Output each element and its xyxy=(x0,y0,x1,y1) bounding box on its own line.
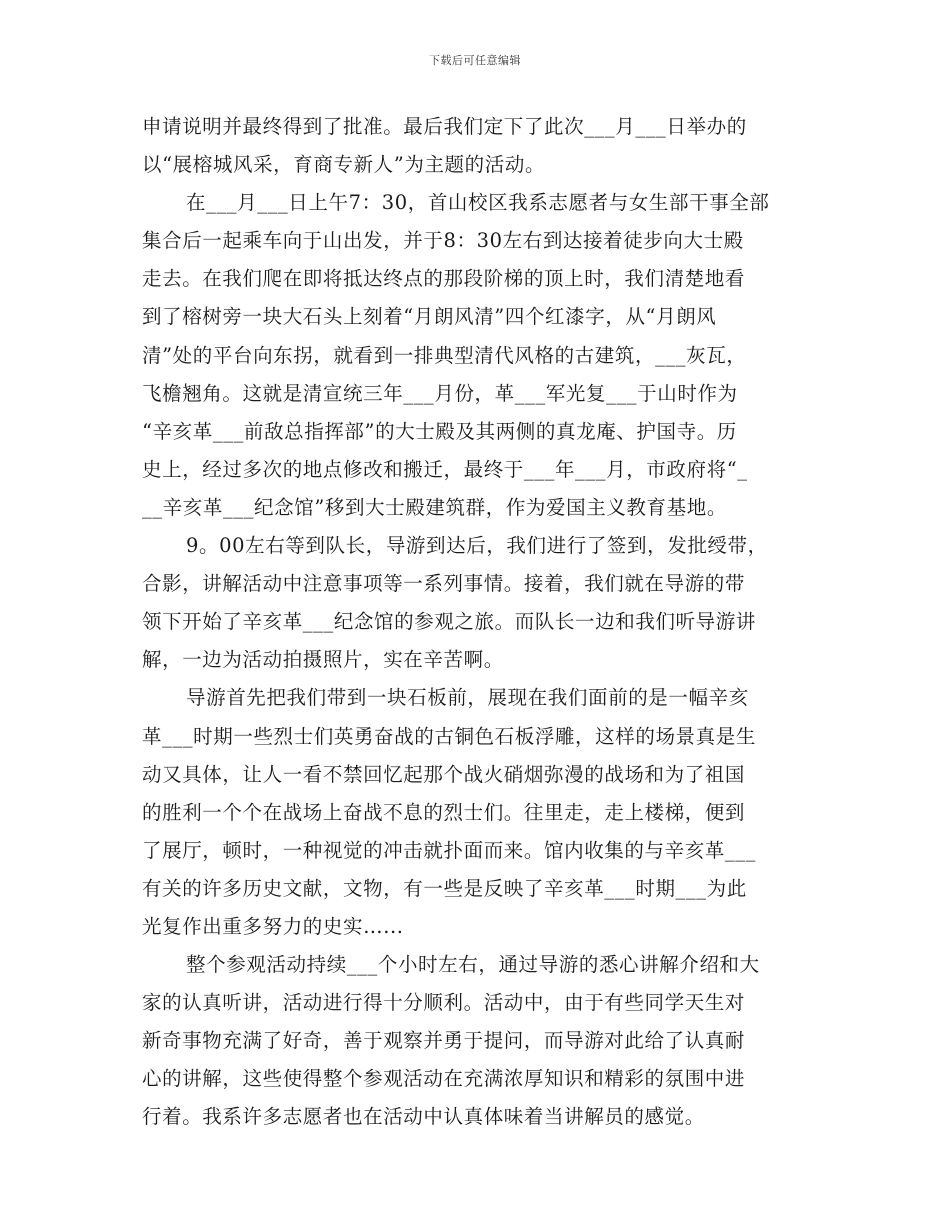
text-line: 清”处的平台向东拐，就看到一排典型清代风格的古建筑，___灰瓦， xyxy=(142,343,747,367)
text-line: 革___时期一些烈士们英勇奋战的古铜色石板浮雕，这样的场景真是生 xyxy=(142,724,756,748)
text-line: 申请说明并最终得到了批准。最后我们定下了此次___月___日举办的 xyxy=(142,115,747,138)
text-line: 的胜利一个个在战场上奋战不息的烈士们。往里走，走上楼梯，便到 xyxy=(142,800,746,824)
text-line: 到了榕树旁一块大石头上刻着“月朗风清”四个红漆字，从“月朗风 xyxy=(142,305,717,329)
text-line: 解，一边为活动拍摄照片，实在辛苦啊。 xyxy=(142,648,504,672)
text-line: 导游首先把我们带到一块石板前，展现在我们面前的是一幅辛亥 xyxy=(186,686,749,710)
text-line: 家的认真听讲，活动进行得十分顺利。活动中，由于有些同学天生对 xyxy=(142,991,746,1015)
text-line: 9。00左右等到队长，导游到达后，我们进行了签到，发批绶带， xyxy=(186,534,768,558)
text-line: 有关的许多历史文献，文物，有一些是反映了辛亥革___时期___为此 xyxy=(142,876,747,900)
text-line: 走去。在我们爬在即将抵达终点的那段阶梯的顶上时，我们清楚地看 xyxy=(142,267,746,291)
text-line: 行着。我系许多志愿者也在活动中认真体味着当讲解员的感觉。 xyxy=(142,1105,705,1129)
text-line: 心的讲解，这些使得整个参观活动在充满浓厚知识和精彩的氛围中进 xyxy=(142,1067,746,1091)
text-line: 集合后一起乘车向于山出发，并于8：30左右到达接着徒步向大士殿 xyxy=(142,229,744,253)
text-line: 史上，经过多次的地点修改和搬迁，最终于___年___月，市政府将“_ xyxy=(142,457,748,481)
text-line: 领下开始了辛亥革___纪念馆的参观之旅。而队长一边和我们听导游讲 xyxy=(142,610,756,634)
text-line: 新奇事物充满了好奇，善于观察并勇于提问，而导游对此给了认真耐 xyxy=(142,1029,746,1053)
text-line: 整个参观活动持续___个小时左右，通过导游的悉心讲解介绍和大 xyxy=(186,953,760,977)
text-line: 飞檐翘角。这就是清宣统三年___月份，革___军光复___于山时作为 xyxy=(142,381,738,405)
text-line: 光复作出重多努力的史实…... xyxy=(142,914,404,938)
text-line: 合影，讲解活动中注意事项等一系列事情。接着，我们就在导游的带 xyxy=(142,572,746,596)
text-line: __辛亥革___纪念馆”移到大士殿建筑群，作为爱国主义教育基地。 xyxy=(142,495,727,519)
text-line: “辛亥革___前敌总指挥部”的大士殿及其两侧的真龙庵、护国寺。历 xyxy=(142,419,737,443)
document-body xyxy=(142,108,810,1137)
page-header: 下载后可任意编辑 xyxy=(429,54,521,67)
text-line: 在___月___日上午7：30，首山校区我系志愿者与女生部干事全部 xyxy=(186,191,770,215)
text-line: 了展厅，顿时，一种视觉的冲击就扑面而来。馆内收集的与辛亥革___ xyxy=(142,838,756,862)
text-line: 动又具体，让人一看不禁回忆起那个战火硝烟弥漫的战场和为了祖国 xyxy=(142,762,746,786)
text-line: 以“展榕城风采，育商专新人”为主题的活动。 xyxy=(142,153,546,177)
